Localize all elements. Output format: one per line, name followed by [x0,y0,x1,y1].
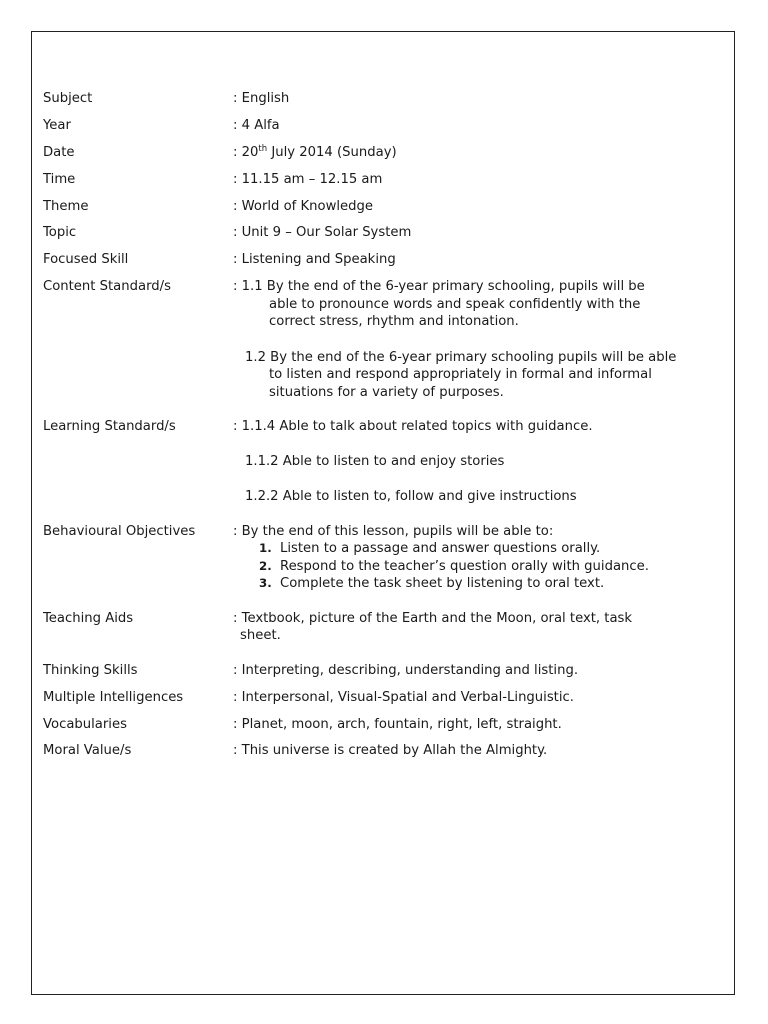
label-behavioural-objectives: Behavioural Objectives [43,523,196,539]
date-day: : 20 [233,144,259,160]
list-item [233,575,733,593]
value-theme: : World of Knowledge [233,198,374,214]
objective-number: 3. [259,576,272,591]
label-topic: Topic [43,225,77,241]
list-item [233,558,733,576]
value-multiple-intelligences: : Interpersonal, Visual-Spatial and Verbal-Linguistic. [233,689,574,705]
teaching-aids-line-2: sheet. [240,628,281,644]
value-date [233,144,733,162]
label-theme: Theme [43,198,89,214]
content-standard-2-line-3: situations for a variety of purposes. [269,384,504,400]
label-date: Date [43,144,75,160]
row-year [43,117,733,135]
label-content-standard: Content Standard/s [43,279,171,295]
date-rest: July 2014 (Sunday) [267,144,397,160]
row-teaching-aids [43,610,733,645]
row-subject [43,90,733,108]
lesson-plan-document [43,90,733,760]
objectives-intro: : By the end of this lesson, pupils will be able to: [233,523,554,539]
row-multiple-intelligences [43,689,733,707]
row-content-standard [43,278,733,401]
label-time: Time [43,171,76,187]
row-focused-skill [43,251,733,269]
label-teaching-aids: Teaching Aids [43,610,134,626]
row-behavioural-objectives [43,523,733,593]
value-focused-skill: : Listening and Speaking [233,252,396,268]
content-standard-2 [233,349,733,402]
objective-number: 1. [259,541,272,556]
value-year: : 4 Alfa [233,117,280,133]
label-thinking-skills: Thinking Skills [43,662,138,678]
value-time: : 11.15 am – 12.15 am [233,171,383,187]
content-standard-1-line-3: correct stress, rhythm and intonation. [269,314,519,330]
label-moral-values: Moral Value/s [43,743,132,759]
value-moral-values: : This universe is created by Allah the Almighty. [233,743,548,759]
row-vocabularies [43,716,733,734]
content-standard-2-line-2: to listen and respond appropriately in formal and informal [269,367,652,383]
row-date [43,144,733,162]
list-item [233,540,733,558]
content-standard-1-line-1: : 1.1 By the end of the 6-year primary schooling, pupils will be [233,279,645,295]
content-standard-2-line-1: 1.2 By the end of the 6-year primary schooling pupils will be able [245,349,677,365]
objective-number: 2. [259,558,272,573]
objective-text: Complete the task sheet by listening to oral text. [280,576,605,592]
value-thinking-skills: : Interpreting, describing, understanding and listing. [233,662,579,678]
row-thinking-skills [43,662,733,680]
label-learning-standard: Learning Standard/s [43,419,176,435]
label-year: Year [43,117,71,133]
row-time [43,171,733,189]
objective-text: Listen to a passage and answer questions orally. [280,541,601,557]
teaching-aids-line-1: : Textbook, picture of the Earth and the Moon, oral text, task [233,610,633,626]
row-topic [43,224,733,242]
label-focused-skill: Focused Skill [43,252,129,268]
date-ordinal: th [258,143,268,154]
learning-standard-2: 1.1.2 Able to listen to and enjoy stories [245,454,505,470]
value-vocabularies: : Planet, moon, arch, fountain, right, left, straight. [233,716,562,732]
label-vocabularies: Vocabularies [43,716,127,732]
row-theme [43,198,733,216]
row-learning-standard [43,418,733,506]
content-standard-1-line-2: able to pronounce words and speak confidently with the [269,296,641,312]
objectives-list [233,540,733,593]
label-subject: Subject [43,91,93,106]
learning-standard-3: 1.2.2 Able to listen to, follow and give instructions [245,489,577,505]
value-topic: : Unit 9 – Our Solar System [233,225,412,241]
objective-text: Respond to the teacher’s question orally with guidance. [280,558,649,574]
learning-standard-1: : 1.1.4 Able to talk about related topics with guidance. [233,419,593,435]
row-moral-values [43,742,733,760]
label-multiple-intelligences: Multiple Intelligences [43,689,184,705]
value-subject: : English [233,91,290,106]
